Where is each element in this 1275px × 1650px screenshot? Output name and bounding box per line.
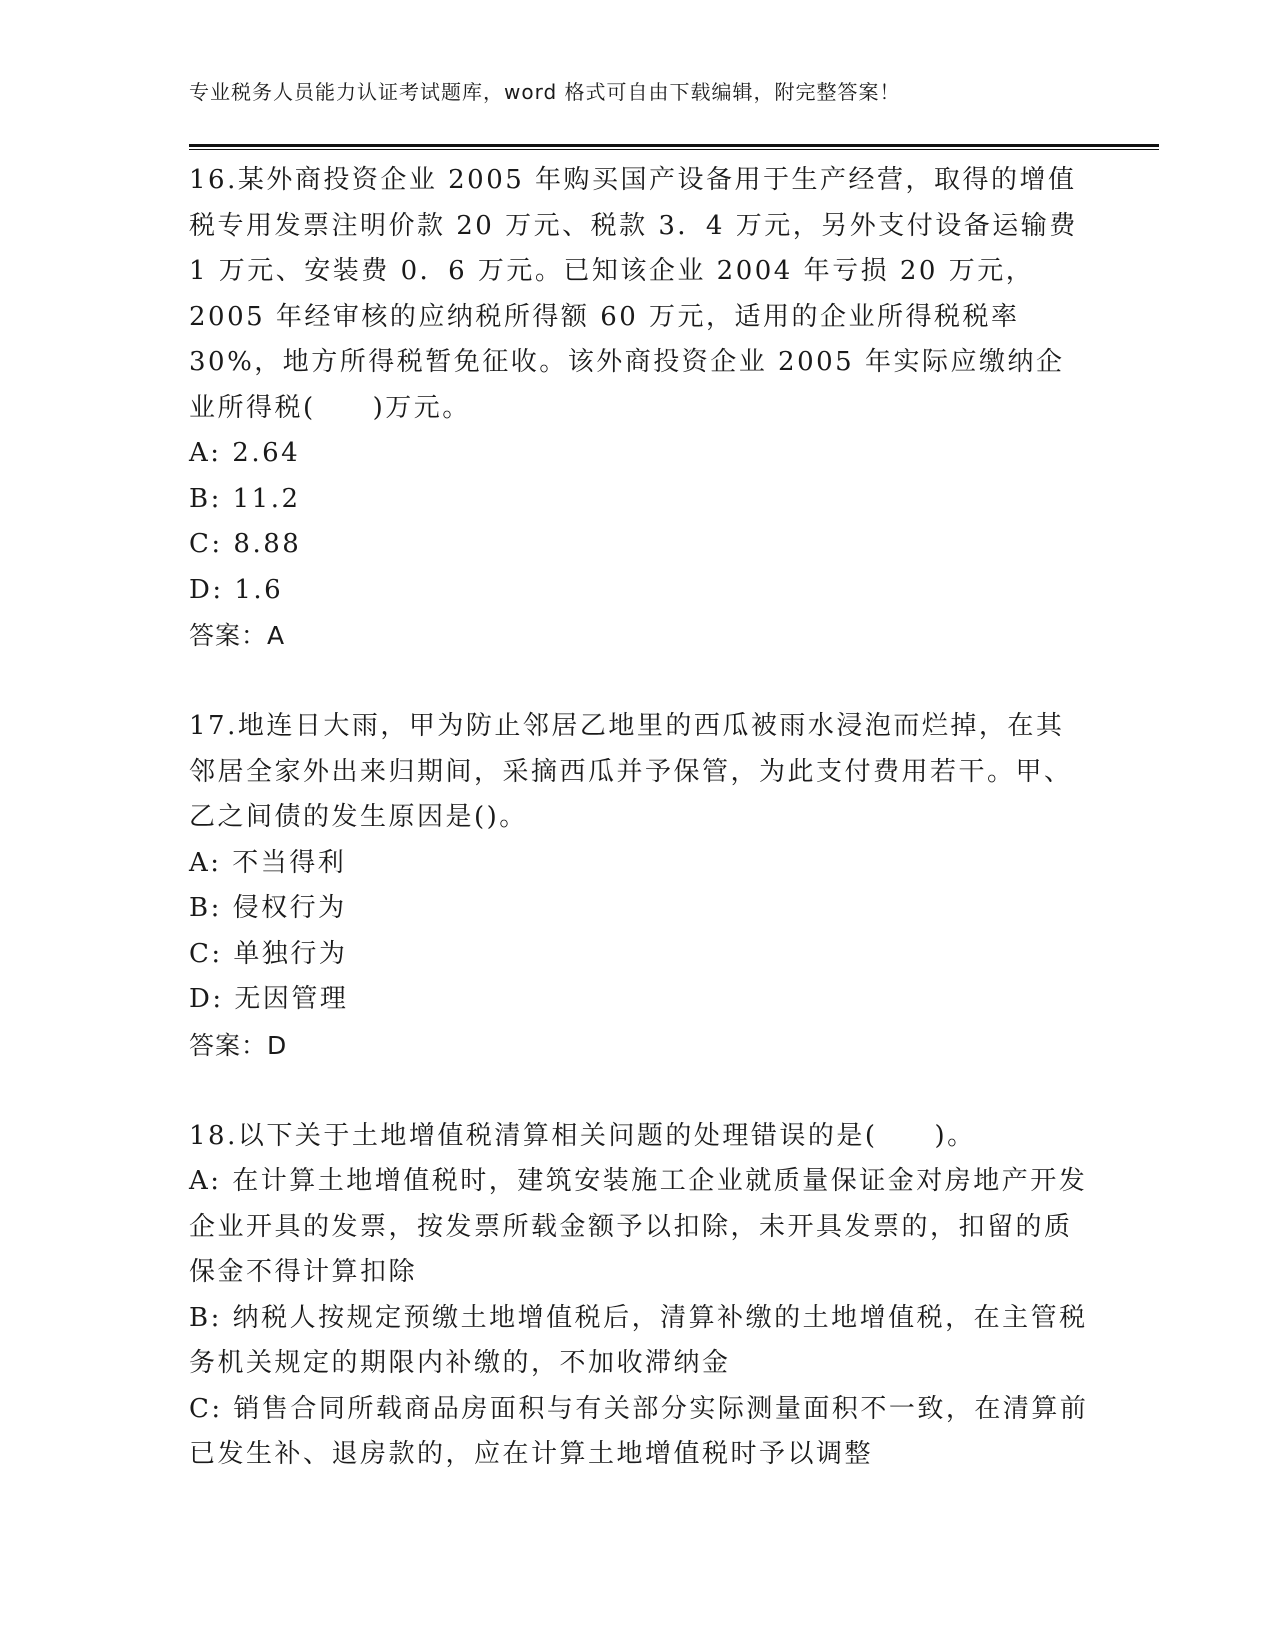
question-text: 17.地连日大雨，甲为防止邻居乙地里的西瓜被雨水浸泡而烂掉，在其邻居全家外出来归期间，采摘西瓜并予保管，为此支付费用若干。甲、乙之间债的发生原因是()。	[189, 711, 1073, 832]
answer-line: 答案：A	[189, 621, 286, 650]
option-d: D: 1.6	[189, 574, 284, 605]
option-c: C: 单独行为	[189, 938, 348, 969]
question-16	[189, 158, 1089, 659]
question-18	[189, 1114, 1089, 1478]
option-b: B: 纳税人按规定预缴土地增值税后，清算补缴的土地增值税，在主管税务机关规定的期限内补缴的，不加收滞纳金	[189, 1302, 1088, 1378]
question-text: 16.某外商投资企业 2005 年购买国产设备用于生产经营，取得的增值税专用发票注明价款 20 万元、税款 3．4 万元，另外支付设备运输费 1 万元、安装费 0．6 万元。已知该企业 2004 年亏损 20 万元，2005 年经审核的应纳税所得额 60 万元，适用的企业所得税税率 30%，地方所得税暂免征收。该外商投资企业 2005 年实际应缴纳企业所得税( )万元。	[189, 165, 1078, 423]
header-rule-thick	[189, 144, 1159, 147]
option-c: C: 8.88	[189, 529, 302, 559]
answer-line: 答案：D	[189, 1030, 288, 1060]
question-spacer	[189, 659, 1089, 705]
option-c: C: 销售合同所载商品房面积与有关部分实际测量面积不一致，在清算前已发生补、退房款的，应在计算土地增值税时予以调整	[189, 1393, 1089, 1469]
option-a: A: 不当得利	[189, 847, 347, 878]
page-header: 专业税务人员能力认证考试题库，word 格式可自由下载编辑，附完整答案！	[189, 80, 901, 104]
question-17	[189, 704, 1089, 1068]
question-text: 18.以下关于土地增值税清算相关问题的处理错误的是( )。	[189, 1120, 976, 1151]
question-list	[189, 158, 1089, 1478]
option-a: A: 在计算土地增值税时，建筑安装施工企业就质量保证金对房地产开发企业开具的发票，按发票所载金额予以扣除，未开具发票的，扣留的质保金不得计算扣除	[189, 1166, 1088, 1287]
option-a: A: 2.64	[189, 438, 301, 468]
option-b: B: 侵权行为	[189, 893, 347, 923]
option-b: B: 11.2	[189, 483, 301, 514]
option-d: D: 无因管理	[189, 984, 349, 1014]
question-spacer	[189, 1068, 1089, 1114]
header-rule-thin	[189, 149, 1159, 150]
